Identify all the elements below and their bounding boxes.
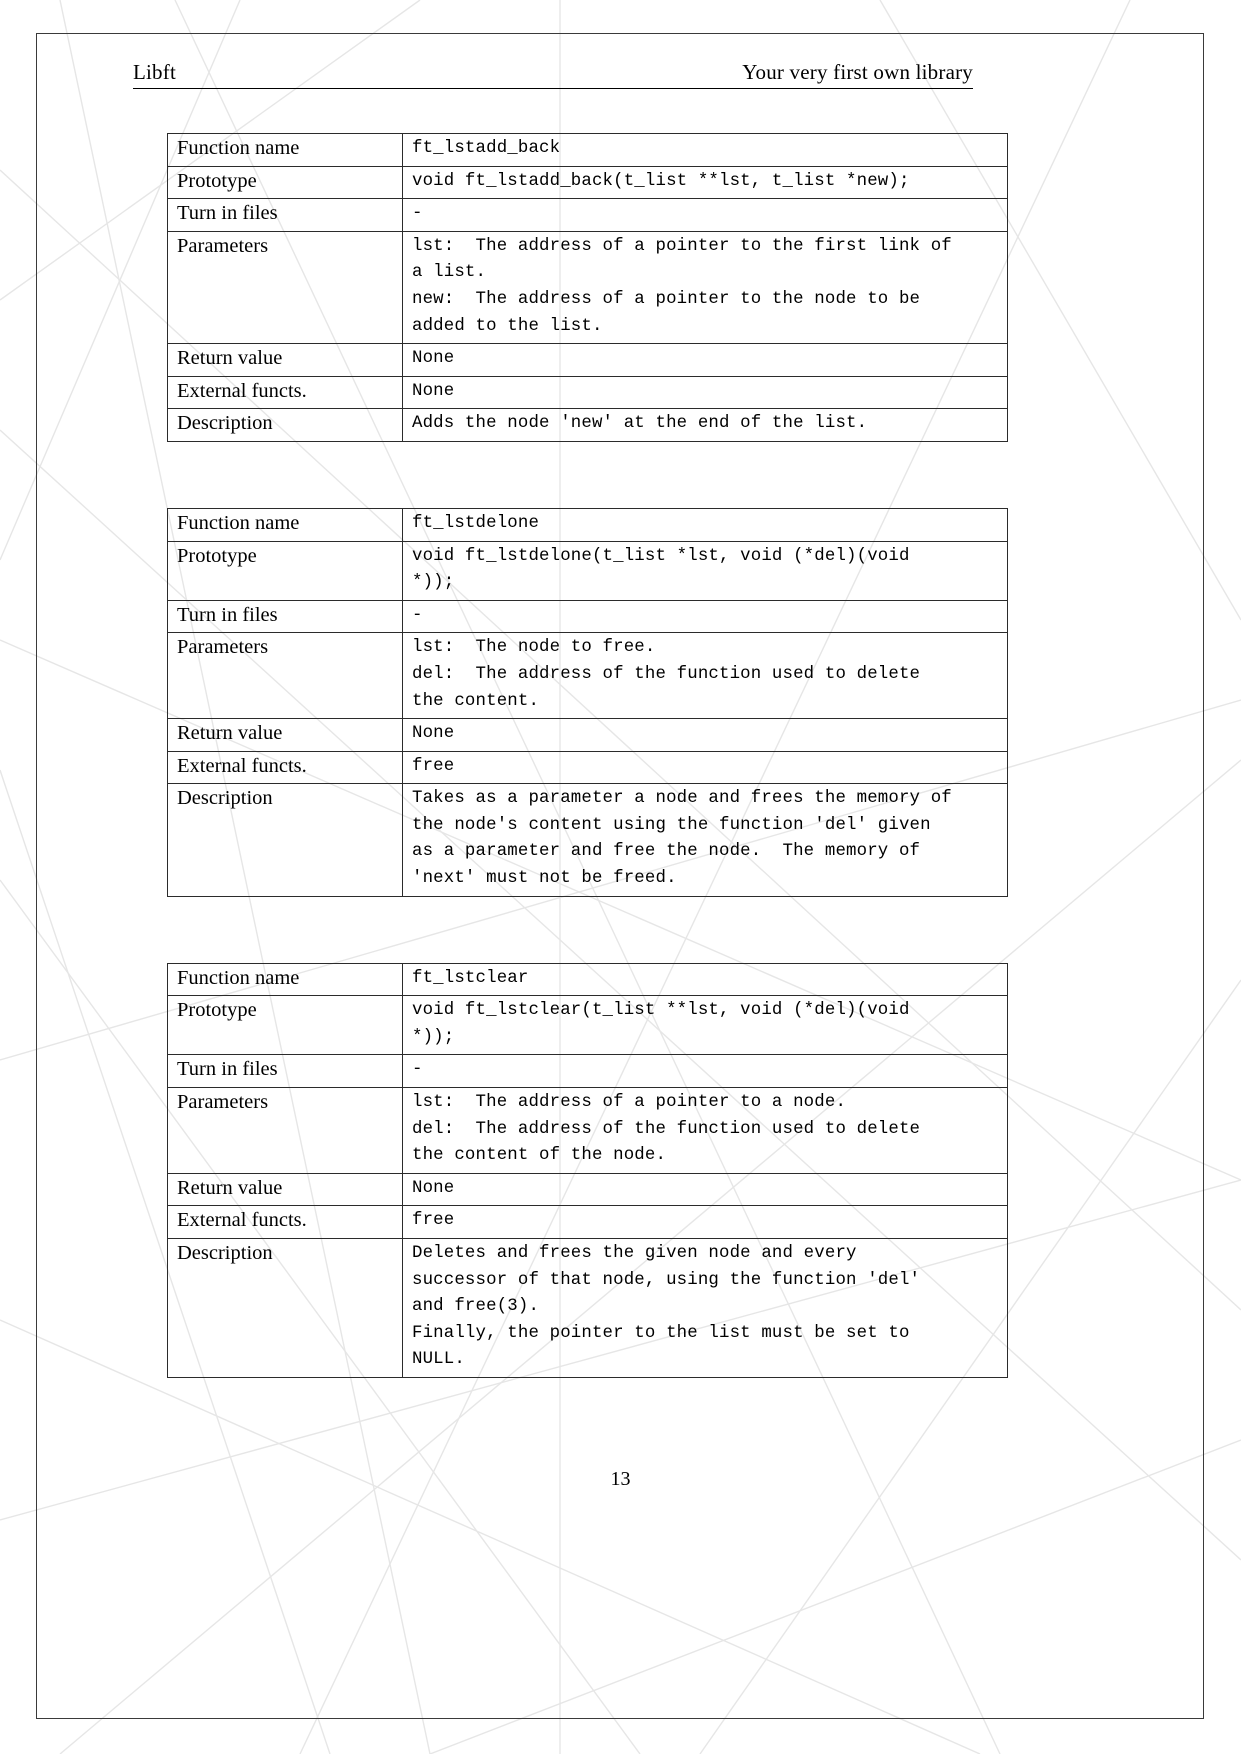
value-line: the content.: [412, 691, 540, 711]
label-prototype: Prototype: [168, 166, 403, 199]
function-table-ft-lstdelone: [167, 508, 1008, 897]
value-line: -: [412, 204, 423, 224]
value-line: *));: [412, 1027, 455, 1047]
value-line: as a parameter and free the node. The memory of: [412, 842, 921, 862]
label-turn-in-files: Turn in files: [168, 199, 403, 232]
label-parameters: Parameters: [168, 633, 403, 719]
value-function-name: ft_lstadd_back: [403, 134, 1008, 167]
value-line: lst: The node to free.: [412, 638, 656, 658]
value-description: [403, 409, 1008, 442]
table-row-description: [168, 1239, 1008, 1378]
value-function-name: ft_lstclear: [403, 963, 1008, 996]
label-function-name: Function name: [168, 134, 403, 167]
value-line: a list.: [412, 263, 487, 283]
value-line: Adds the node 'new' at the end of the list.: [412, 414, 868, 434]
page-header: [133, 60, 973, 89]
value-prototype: [403, 166, 1008, 199]
label-external-functs: External functs.: [168, 376, 403, 409]
table-row-external-functs: [168, 1206, 1008, 1239]
table-row-description: [168, 409, 1008, 442]
value-line: new: The address of a pointer to the node to be: [412, 289, 921, 309]
table-row-function-name: [168, 134, 1008, 167]
table-row-parameters: [168, 1088, 1008, 1174]
table-row-return-value: [168, 1173, 1008, 1206]
value-line: Finally, the pointer to the list must be set to: [412, 1323, 910, 1343]
label-return-value: Return value: [168, 1173, 403, 1206]
table-row-prototype: [168, 166, 1008, 199]
value-parameters: [403, 633, 1008, 719]
value-prototype: [403, 996, 1008, 1055]
value-line: *));: [412, 573, 455, 593]
label-return-value: Return value: [168, 719, 403, 752]
label-parameters: Parameters: [168, 231, 403, 343]
function-table-ft-lstclear: [167, 963, 1008, 1378]
table-row-turn-in-files: [168, 199, 1008, 232]
label-function-name: Function name: [168, 508, 403, 541]
label-turn-in-files: Turn in files: [168, 600, 403, 633]
value-description: [403, 784, 1008, 896]
table-row-return-value: [168, 344, 1008, 377]
value-external-functs: [403, 1206, 1008, 1239]
label-parameters: Parameters: [168, 1088, 403, 1174]
table-row-parameters: [168, 633, 1008, 719]
value-line: void ft_lstadd_back(t_list **lst, t_list *new);: [412, 171, 910, 191]
value-line: void ft_lstclear(t_list **lst, void (*del)(void: [412, 1001, 910, 1021]
value-line: Takes as a parameter a node and frees the memory of: [412, 789, 952, 809]
header-subtitle: Your very first own library: [742, 60, 973, 84]
label-function-name: Function name: [168, 963, 403, 996]
value-line: the node's content using the function 'del' given: [412, 815, 931, 835]
value-line: None: [412, 1178, 455, 1198]
page-number: 13: [610, 1468, 631, 1490]
label-turn-in-files: Turn in files: [168, 1055, 403, 1088]
value-return-value: [403, 719, 1008, 752]
value-line: None: [412, 724, 455, 744]
table-row-prototype: [168, 541, 1008, 600]
value-external-functs: [403, 376, 1008, 409]
value-return-value: [403, 1173, 1008, 1206]
label-prototype: Prototype: [168, 996, 403, 1055]
value-line: None: [412, 381, 455, 401]
value-function-name: ft_lstdelone: [403, 508, 1008, 541]
value-turn-in-files: [403, 1055, 1008, 1088]
label-prototype: Prototype: [168, 541, 403, 600]
table-row-function-name: [168, 963, 1008, 996]
table-row-external-functs: [168, 751, 1008, 784]
value-line: None: [412, 349, 455, 369]
label-description: Description: [168, 784, 403, 896]
value-line: del: The address of the function used to delete: [412, 664, 921, 684]
value-parameters: [403, 1088, 1008, 1174]
value-prototype: [403, 541, 1008, 600]
value-line: void ft_lstdelone(t_list *lst, void (*del)(void: [412, 546, 910, 566]
table-row-description: [168, 784, 1008, 896]
table-row-external-functs: [168, 376, 1008, 409]
table-row-turn-in-files: [168, 600, 1008, 633]
value-line: 'next' must not be freed.: [412, 869, 677, 889]
value-line: NULL.: [412, 1350, 465, 1370]
value-turn-in-files: [403, 199, 1008, 232]
table-row-parameters: [168, 231, 1008, 343]
value-line: Deletes and frees the given node and every: [412, 1244, 857, 1263]
label-external-functs: External functs.: [168, 1206, 403, 1239]
value-line: and free(3).: [412, 1297, 540, 1317]
table-row-return-value: [168, 719, 1008, 752]
value-return-value: [403, 344, 1008, 377]
value-line: added to the list.: [412, 316, 603, 336]
value-line: successor of that node, using the function 'del': [412, 1270, 921, 1290]
value-line: the content of the node.: [412, 1146, 667, 1166]
table-row-prototype: [168, 996, 1008, 1055]
value-line: free: [412, 756, 455, 776]
value-turn-in-files: [403, 600, 1008, 633]
value-line: lst: The address of a pointer to the first link of: [412, 236, 952, 256]
value-line: -: [412, 605, 423, 625]
value-line: del: The address of the function used to delete: [412, 1119, 921, 1139]
function-tables-container: [167, 133, 1008, 1444]
value-line: free: [412, 1211, 455, 1231]
label-return-value: Return value: [168, 344, 403, 377]
label-description: Description: [168, 409, 403, 442]
label-external-functs: External functs.: [168, 751, 403, 784]
table-row-turn-in-files: [168, 1055, 1008, 1088]
function-table-ft-lstadd-back: [167, 133, 1008, 442]
value-line: lst: The address of a pointer to a node.: [412, 1093, 847, 1113]
value-parameters: [403, 231, 1008, 343]
header-document-title: Libft: [133, 60, 176, 84]
table-row-function-name: [168, 508, 1008, 541]
label-description: Description: [168, 1239, 403, 1378]
value-external-functs: [403, 751, 1008, 784]
value-line: -: [412, 1060, 423, 1080]
value-description: [403, 1239, 1008, 1378]
